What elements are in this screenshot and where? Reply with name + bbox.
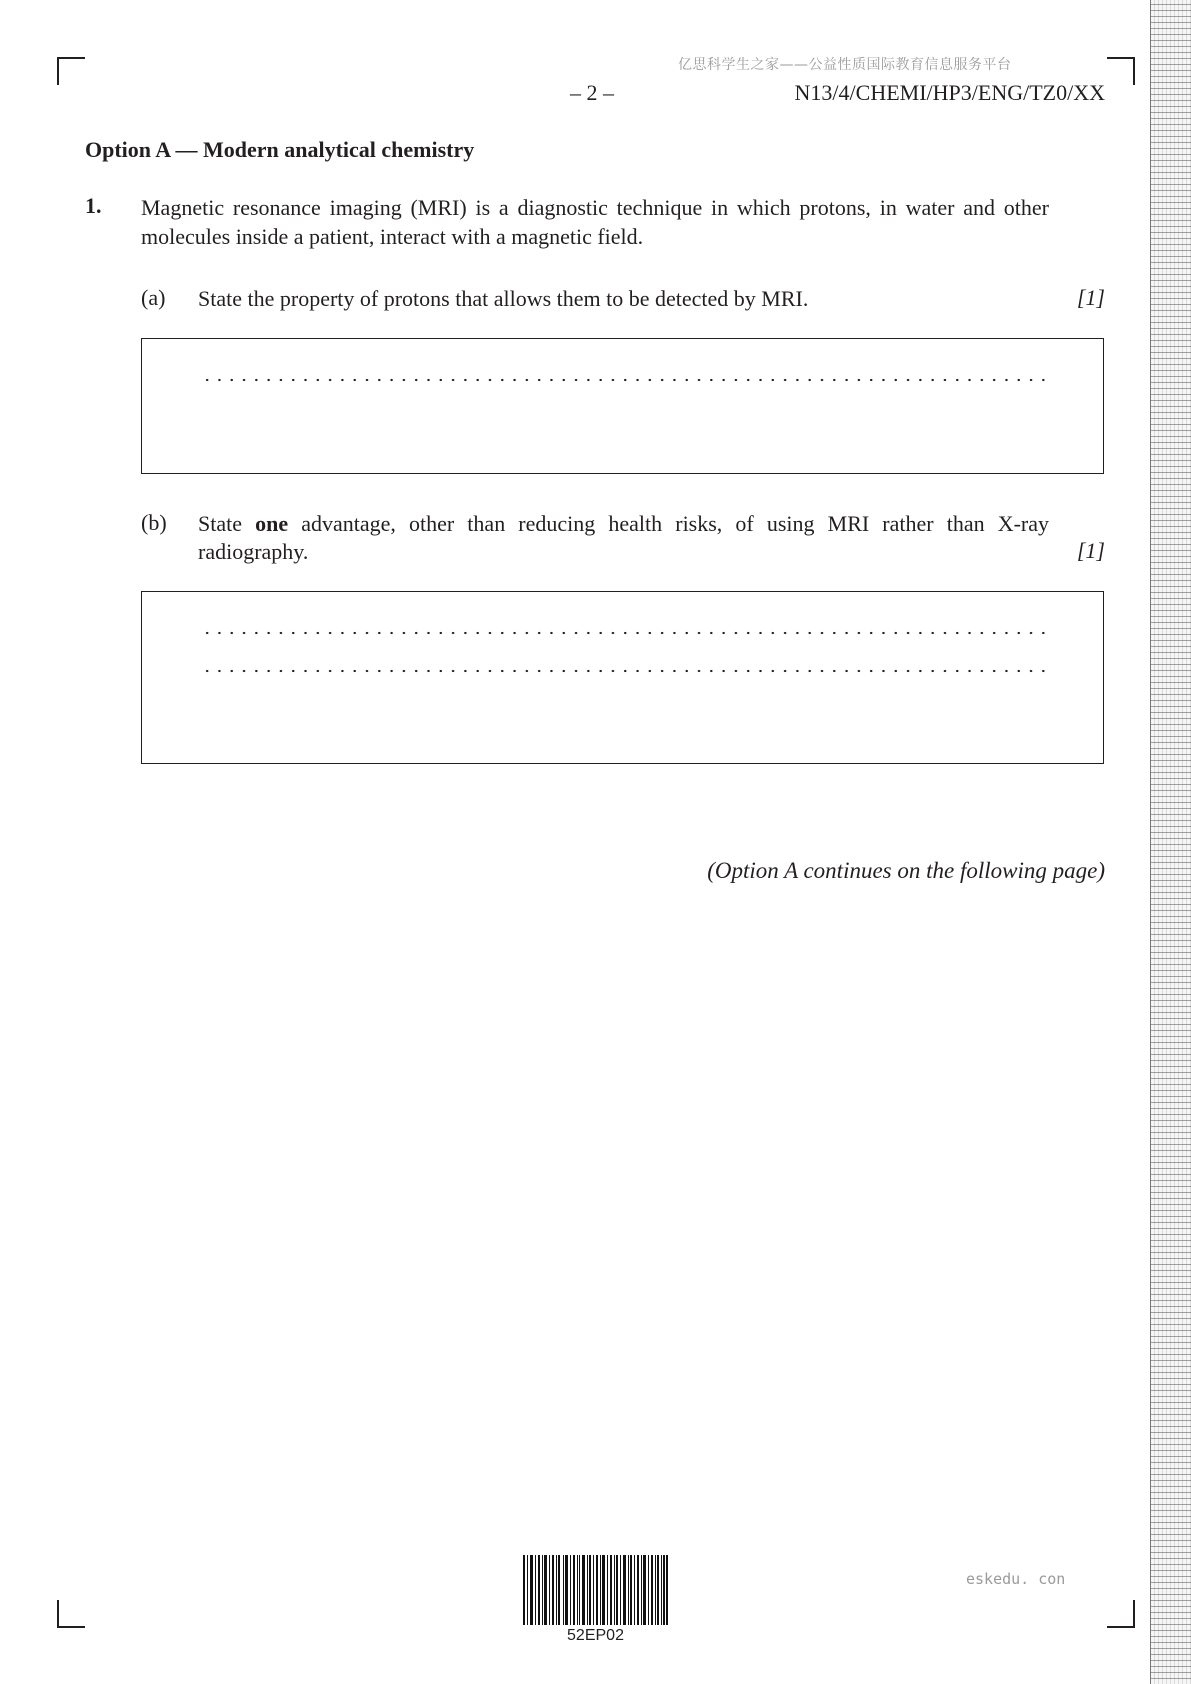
part-a-label: (a)	[141, 285, 166, 310]
answer-line-b-2[interactable]	[201, 669, 1047, 673]
part-b-text-start: State	[198, 511, 256, 536]
part-b-label: (b)	[141, 510, 167, 535]
crop-mark-bottom-right	[1107, 1600, 1135, 1628]
site-watermark: eskedu. con	[966, 1570, 1066, 1588]
section-title: Option A — Modern analytical chemistry	[85, 137, 475, 162]
part-b-text	[198, 510, 1049, 566]
crop-mark-top-right	[1107, 57, 1135, 85]
part-b-text-end: advantage, other than reducing health risks, of using MRI rather than X-ray radiography.	[198, 511, 1049, 564]
answer-line-a-1[interactable]	[201, 378, 1047, 382]
part-b-emphasis: one	[255, 511, 289, 536]
answer-line-b-1[interactable]	[201, 631, 1047, 635]
continues-note: (Option A continues on the following page)	[707, 858, 1105, 883]
crop-mark-bottom-left	[57, 1600, 85, 1628]
answer-box-a[interactable]	[141, 338, 1104, 474]
barcode-label: 52EP02	[567, 1627, 624, 1644]
page-number: – 2 –	[570, 80, 614, 105]
part-b-marks: [1]	[1076, 538, 1105, 563]
hatched-margin	[1150, 0, 1191, 1684]
question-number: 1.	[85, 193, 102, 218]
part-a-marks: [1]	[1076, 285, 1105, 310]
answer-box-b[interactable]	[141, 591, 1104, 764]
watermark-text: 亿思科学生之家——公益性质国际教育信息服务平台	[678, 57, 1012, 73]
question-text: Magnetic resonance imaging (MRI) is a diagnostic technique in which protons, in water and other molecules inside a patient, interact with a magnetic field.	[141, 195, 1049, 249]
crop-mark-top-left	[57, 57, 85, 85]
part-a-text: State the property of protons that allows them to be detected by MRI.	[198, 286, 809, 311]
paper-code: N13/4/CHEMI/HP3/ENG/TZ0/XX	[794, 80, 1105, 105]
barcode-image	[523, 1555, 668, 1625]
